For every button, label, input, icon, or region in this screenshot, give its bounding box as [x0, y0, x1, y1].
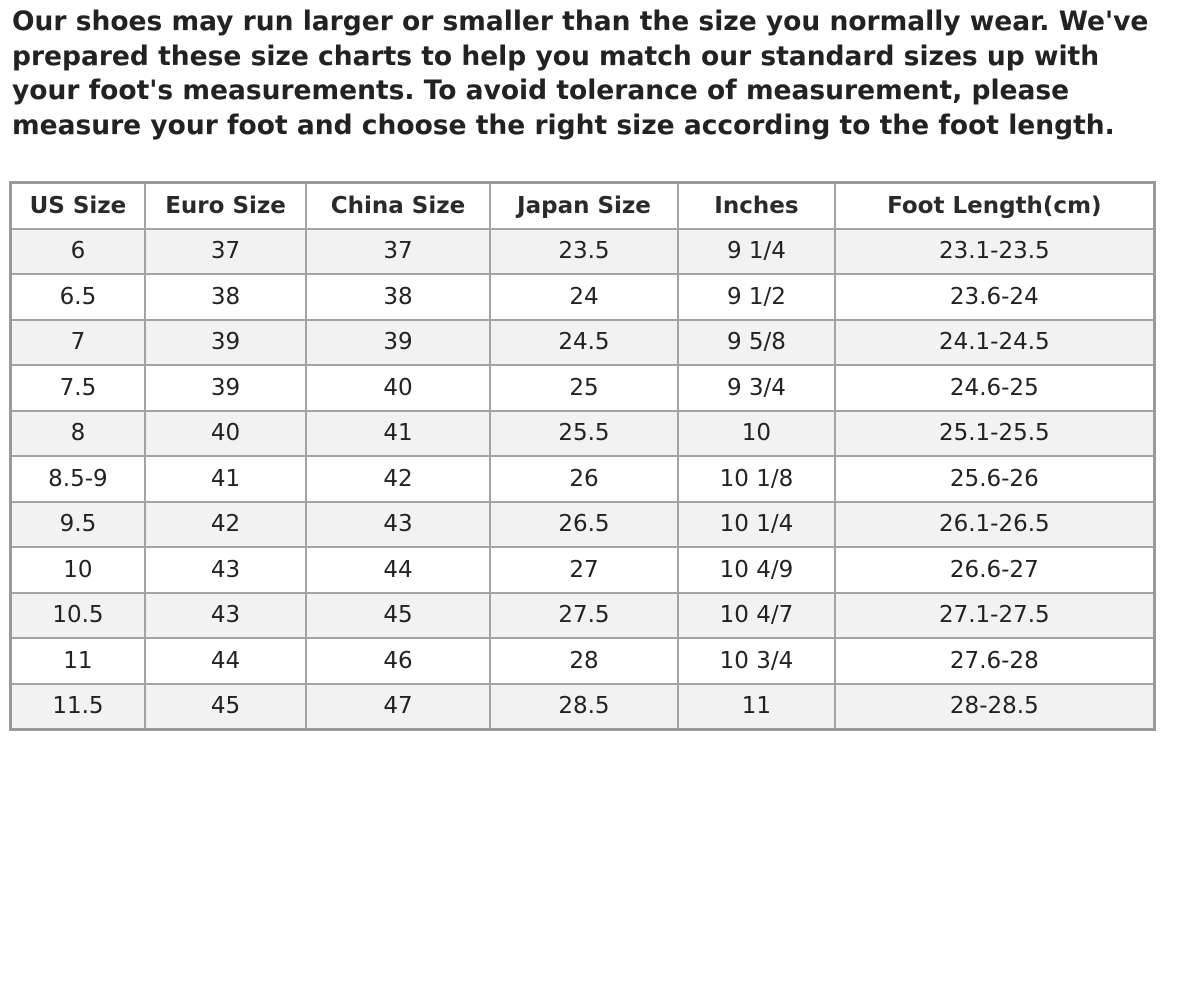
cell-euro-size: 40	[145, 411, 306, 457]
cell-china-size: 47	[306, 684, 489, 730]
cell-us-size: 11	[11, 638, 145, 684]
cell-us-size: 10.5	[11, 593, 145, 639]
header-us-size: US Size	[11, 183, 145, 229]
cell-euro-size: 39	[145, 320, 306, 366]
cell-japan-size: 27.5	[490, 593, 678, 639]
cell-euro-size: 45	[145, 684, 306, 730]
header-china-size: China Size	[306, 183, 489, 229]
cell-inches: 10 1/8	[678, 456, 834, 502]
table-row	[11, 547, 1155, 593]
header-inches: Inches	[678, 183, 834, 229]
cell-foot-length: 23.1-23.5	[835, 229, 1155, 275]
cell-us-size: 7.5	[11, 365, 145, 411]
cell-us-size: 6.5	[11, 274, 145, 320]
cell-china-size: 45	[306, 593, 489, 639]
cell-inches: 9 1/4	[678, 229, 834, 275]
table-row	[11, 638, 1155, 684]
table-row	[11, 593, 1155, 639]
cell-inches: 10 4/9	[678, 547, 834, 593]
cell-foot-length: 23.6-24	[835, 274, 1155, 320]
cell-japan-size: 28	[490, 638, 678, 684]
cell-foot-length: 27.1-27.5	[835, 593, 1155, 639]
cell-china-size: 44	[306, 547, 489, 593]
cell-inches: 10	[678, 411, 834, 457]
cell-inches: 9 1/2	[678, 274, 834, 320]
cell-foot-length: 25.1-25.5	[835, 411, 1155, 457]
cell-us-size: 8	[11, 411, 145, 457]
intro-line: prepared these size charts to help you match our standard sizes up with	[12, 40, 1100, 72]
cell-euro-size: 41	[145, 456, 306, 502]
cell-euro-size: 38	[145, 274, 306, 320]
table-row	[11, 502, 1155, 548]
header-foot-length: Foot Length(cm)	[835, 183, 1155, 229]
cell-inches: 10 1/4	[678, 502, 834, 548]
cell-inches: 9 5/8	[678, 320, 834, 366]
cell-japan-size: 26.5	[490, 502, 678, 548]
cell-japan-size: 24.5	[490, 320, 678, 366]
cell-us-size: 7	[11, 320, 145, 366]
header-row	[11, 183, 1155, 229]
table-row	[11, 320, 1155, 366]
cell-inches: 11	[678, 684, 834, 730]
cell-japan-size: 23.5	[490, 229, 678, 275]
table-row	[11, 684, 1155, 730]
cell-japan-size: 24	[490, 274, 678, 320]
table-row	[11, 365, 1155, 411]
table-row	[11, 456, 1155, 502]
cell-foot-length: 24.6-25	[835, 365, 1155, 411]
table-row	[11, 411, 1155, 457]
cell-china-size: 41	[306, 411, 489, 457]
cell-foot-length: 26.1-26.5	[835, 502, 1155, 548]
cell-china-size: 46	[306, 638, 489, 684]
intro-line: Our shoes may run larger or smaller than the size you normally wear. We've	[12, 6, 1149, 37]
cell-japan-size: 26	[490, 456, 678, 502]
header-euro-size: Euro Size	[145, 183, 306, 229]
cell-euro-size: 44	[145, 638, 306, 684]
size-chart-body	[11, 229, 1155, 730]
intro-paragraph	[12, 5, 1172, 143]
cell-japan-size: 27	[490, 547, 678, 593]
cell-china-size: 37	[306, 229, 489, 275]
intro-line: your foot's measurements. To avoid tolerance of measurement, please	[12, 75, 1070, 106]
cell-foot-length: 24.1-24.5	[835, 320, 1155, 366]
cell-japan-size: 25.5	[490, 411, 678, 457]
cell-china-size: 39	[306, 320, 489, 366]
table-row	[11, 274, 1155, 320]
cell-china-size: 42	[306, 456, 489, 502]
cell-us-size: 10	[11, 547, 145, 593]
cell-china-size: 38	[306, 274, 489, 320]
intro-line: measure your foot and choose the right size according to the foot length.	[12, 109, 1115, 141]
cell-euro-size: 42	[145, 502, 306, 548]
size-chart-header	[11, 183, 1155, 229]
cell-china-size: 43	[306, 502, 489, 548]
header-japan-size: Japan Size	[490, 183, 678, 229]
cell-foot-length: 26.6-27	[835, 547, 1155, 593]
cell-japan-size: 25	[490, 365, 678, 411]
cell-foot-length: 28-28.5	[835, 684, 1155, 730]
cell-euro-size: 37	[145, 229, 306, 275]
cell-foot-length: 25.6-26	[835, 456, 1155, 502]
cell-euro-size: 43	[145, 593, 306, 639]
cell-us-size: 8.5-9	[11, 456, 145, 502]
cell-china-size: 40	[306, 365, 489, 411]
cell-inches: 10 4/7	[678, 593, 834, 639]
cell-inches: 10 3/4	[678, 638, 834, 684]
cell-us-size: 11.5	[11, 684, 145, 730]
cell-inches: 9 3/4	[678, 365, 834, 411]
cell-japan-size: 28.5	[490, 684, 678, 730]
cell-us-size: 6	[11, 229, 145, 275]
cell-us-size: 9.5	[11, 502, 145, 548]
table-row	[11, 229, 1155, 275]
cell-euro-size: 43	[145, 547, 306, 593]
cell-foot-length: 27.6-28	[835, 638, 1155, 684]
cell-euro-size: 39	[145, 365, 306, 411]
size-chart-table	[9, 181, 1156, 731]
